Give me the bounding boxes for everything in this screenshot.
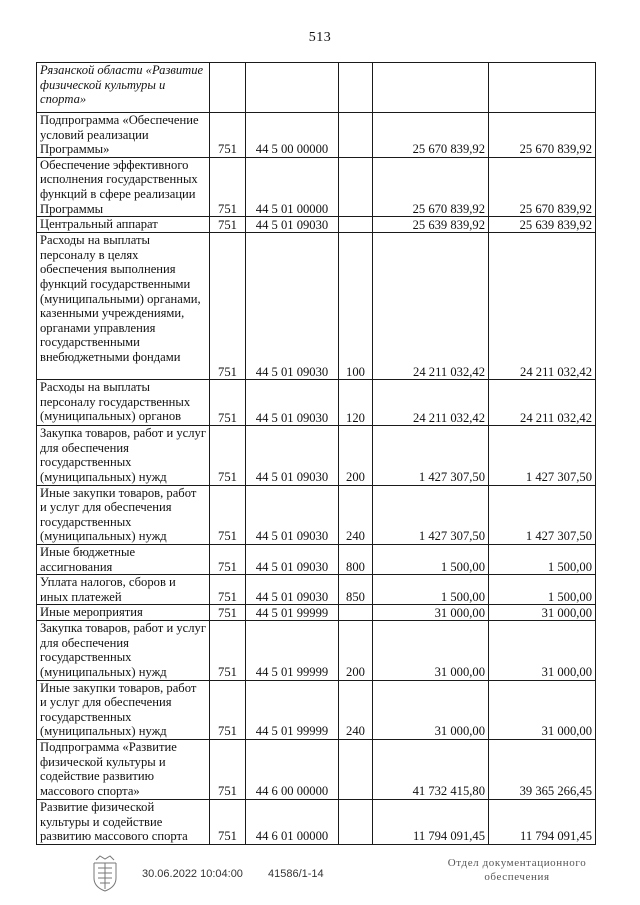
row-vr: 850 <box>339 575 373 605</box>
row-sum-year1: 1 427 307,50 <box>373 426 489 485</box>
row-sum-year1: 25 670 839,92 <box>373 157 489 216</box>
row-sum-year1: 25 670 839,92 <box>373 113 489 158</box>
row-code: 751 <box>210 217 246 233</box>
row-vr: 800 <box>339 544 373 574</box>
row-code: 751 <box>210 800 246 845</box>
table-row <box>37 800 596 845</box>
footer-document-number: 41586/1-14 <box>268 868 324 880</box>
row-sum-year1: 1 500,00 <box>373 575 489 605</box>
row-name: Расходы на выплаты персоналу в целях обеспечения выполнения функций государственными (муниципальными) органами, казенными учреждениями, органами управления государственными внебюджетными фондами <box>37 233 210 380</box>
row-sum-year2: 25 670 839,92 <box>489 157 596 216</box>
row-sum-year2: 31 000,00 <box>489 621 596 680</box>
row-name: Иные мероприятия <box>37 605 210 621</box>
row-sum-year2: 1 500,00 <box>489 544 596 574</box>
row-code: 751 <box>210 544 246 574</box>
row-sum-year1: 1 427 307,50 <box>373 485 489 544</box>
row-name: Иные закупки товаров, работ и услуг для обеспечения государственных (муниципальных) нужд <box>37 485 210 544</box>
table-row <box>37 621 596 680</box>
row-code: 751 <box>210 680 246 739</box>
row-csr: 44 6 01 00000 <box>246 800 339 845</box>
row-csr: 44 5 01 09030 <box>246 575 339 605</box>
row-code: 751 <box>210 380 246 426</box>
row-sum-year2: 31 000,00 <box>489 605 596 621</box>
row-vr <box>339 800 373 845</box>
row-sum-year1: 31 000,00 <box>373 605 489 621</box>
row-sum-year1 <box>373 63 489 113</box>
row-code: 751 <box>210 485 246 544</box>
footer-datetime: 30.06.2022 10:04:00 <box>142 868 243 880</box>
row-code: 751 <box>210 605 246 621</box>
row-csr: 44 5 01 99999 <box>246 680 339 739</box>
row-sum-year2: 11 794 091,45 <box>489 800 596 845</box>
row-csr: 44 5 01 09030 <box>246 217 339 233</box>
row-name: Уплата налогов, сборов и иных платежей <box>37 575 210 605</box>
budget-table <box>36 62 596 845</box>
row-sum-year1: 24 211 032,42 <box>373 233 489 380</box>
row-vr <box>339 605 373 621</box>
row-sum-year2: 1 500,00 <box>489 575 596 605</box>
row-csr: 44 5 01 09030 <box>246 485 339 544</box>
row-name: Подпрограмма «Развитие физической культуры и содействие развитию массового спорта» <box>37 740 210 800</box>
row-name: Рязанской области «Развитие физической культуры и спорта» <box>37 63 210 113</box>
table-row <box>37 485 596 544</box>
row-csr: 44 5 01 99999 <box>246 605 339 621</box>
page-number: 513 <box>308 30 332 45</box>
row-vr <box>339 740 373 800</box>
row-vr: 240 <box>339 680 373 739</box>
footer-department-line1: Отдел документационного <box>447 857 587 869</box>
table-row <box>37 426 596 485</box>
row-code: 751 <box>210 233 246 380</box>
row-csr: 44 5 01 09030 <box>246 233 339 380</box>
row-code: 751 <box>210 621 246 680</box>
row-sum-year2: 39 365 266,45 <box>489 740 596 800</box>
row-name: Центральный аппарат <box>37 217 210 233</box>
row-name: Закупка товаров, работ и услуг для обеспечения государственных (муниципальных) нужд <box>37 621 210 680</box>
table-row <box>37 380 596 426</box>
row-vr <box>339 217 373 233</box>
table-row <box>37 113 596 158</box>
table-row <box>37 157 596 216</box>
footer <box>0 857 640 902</box>
row-sum-year2: 1 427 307,50 <box>489 426 596 485</box>
row-code: 751 <box>210 740 246 800</box>
row-code: 751 <box>210 426 246 485</box>
table-row <box>37 217 596 233</box>
row-vr <box>339 63 373 113</box>
row-csr: 44 5 01 09030 <box>246 426 339 485</box>
row-code: 751 <box>210 113 246 158</box>
row-name: Иные закупки товаров, работ и услуг для обеспечения государственных (муниципальных) нужд <box>37 680 210 739</box>
row-code <box>210 63 246 113</box>
row-csr: 44 5 01 99999 <box>246 621 339 680</box>
footer-department-stamp <box>442 856 592 884</box>
table-row <box>37 605 596 621</box>
table-row <box>37 680 596 739</box>
row-vr: 100 <box>339 233 373 380</box>
row-sum-year1: 31 000,00 <box>373 680 489 739</box>
row-vr <box>339 157 373 216</box>
row-name: Обеспечение эффективного исполнения государственных функций в сфере реализации Программы <box>37 157 210 216</box>
row-vr <box>339 113 373 158</box>
row-sum-year2: 25 670 839,92 <box>489 113 596 158</box>
row-vr: 240 <box>339 485 373 544</box>
row-csr: 44 6 00 00000 <box>246 740 339 800</box>
row-name: Расходы на выплаты персоналу государственных (муниципальных) органов <box>37 380 210 426</box>
row-sum-year2 <box>489 63 596 113</box>
row-csr: 44 5 01 00000 <box>246 157 339 216</box>
row-sum-year1: 31 000,00 <box>373 621 489 680</box>
row-sum-year1: 24 211 032,42 <box>373 380 489 426</box>
row-vr: 200 <box>339 621 373 680</box>
row-name: Развитие физической культуры и содействие развитию массового спорта <box>37 800 210 845</box>
row-vr: 200 <box>339 426 373 485</box>
row-code: 751 <box>210 575 246 605</box>
table-row <box>37 63 596 113</box>
row-sum-year2: 24 211 032,42 <box>489 380 596 426</box>
row-name: Закупка товаров, работ и услуг для обеспечения государственных (муниципальных) нужд <box>37 426 210 485</box>
row-sum-year1: 11 794 091,45 <box>373 800 489 845</box>
table-row <box>37 233 596 380</box>
footer-department-line2: обеспечения <box>484 871 550 883</box>
row-sum-year2: 1 427 307,50 <box>489 485 596 544</box>
row-csr: 44 5 00 00000 <box>246 113 339 158</box>
table-row <box>37 740 596 800</box>
row-name: Подпрограмма «Обеспечение условий реализации Программы» <box>37 113 210 158</box>
budget-table-body <box>37 63 596 845</box>
table-row <box>37 575 596 605</box>
row-csr: 44 5 01 09030 <box>246 544 339 574</box>
row-vr: 120 <box>339 380 373 426</box>
row-sum-year1: 25 639 839,92 <box>373 217 489 233</box>
row-sum-year1: 1 500,00 <box>373 544 489 574</box>
table-row <box>37 544 596 574</box>
row-code: 751 <box>210 157 246 216</box>
row-csr <box>246 63 339 113</box>
row-sum-year2: 25 639 839,92 <box>489 217 596 233</box>
row-csr: 44 5 01 09030 <box>246 380 339 426</box>
row-sum-year2: 24 211 032,42 <box>489 233 596 380</box>
row-sum-year2: 31 000,00 <box>489 680 596 739</box>
coat-of-arms-icon <box>88 854 122 894</box>
row-name: Иные бюджетные ассигнования <box>37 544 210 574</box>
row-sum-year1: 41 732 415,80 <box>373 740 489 800</box>
